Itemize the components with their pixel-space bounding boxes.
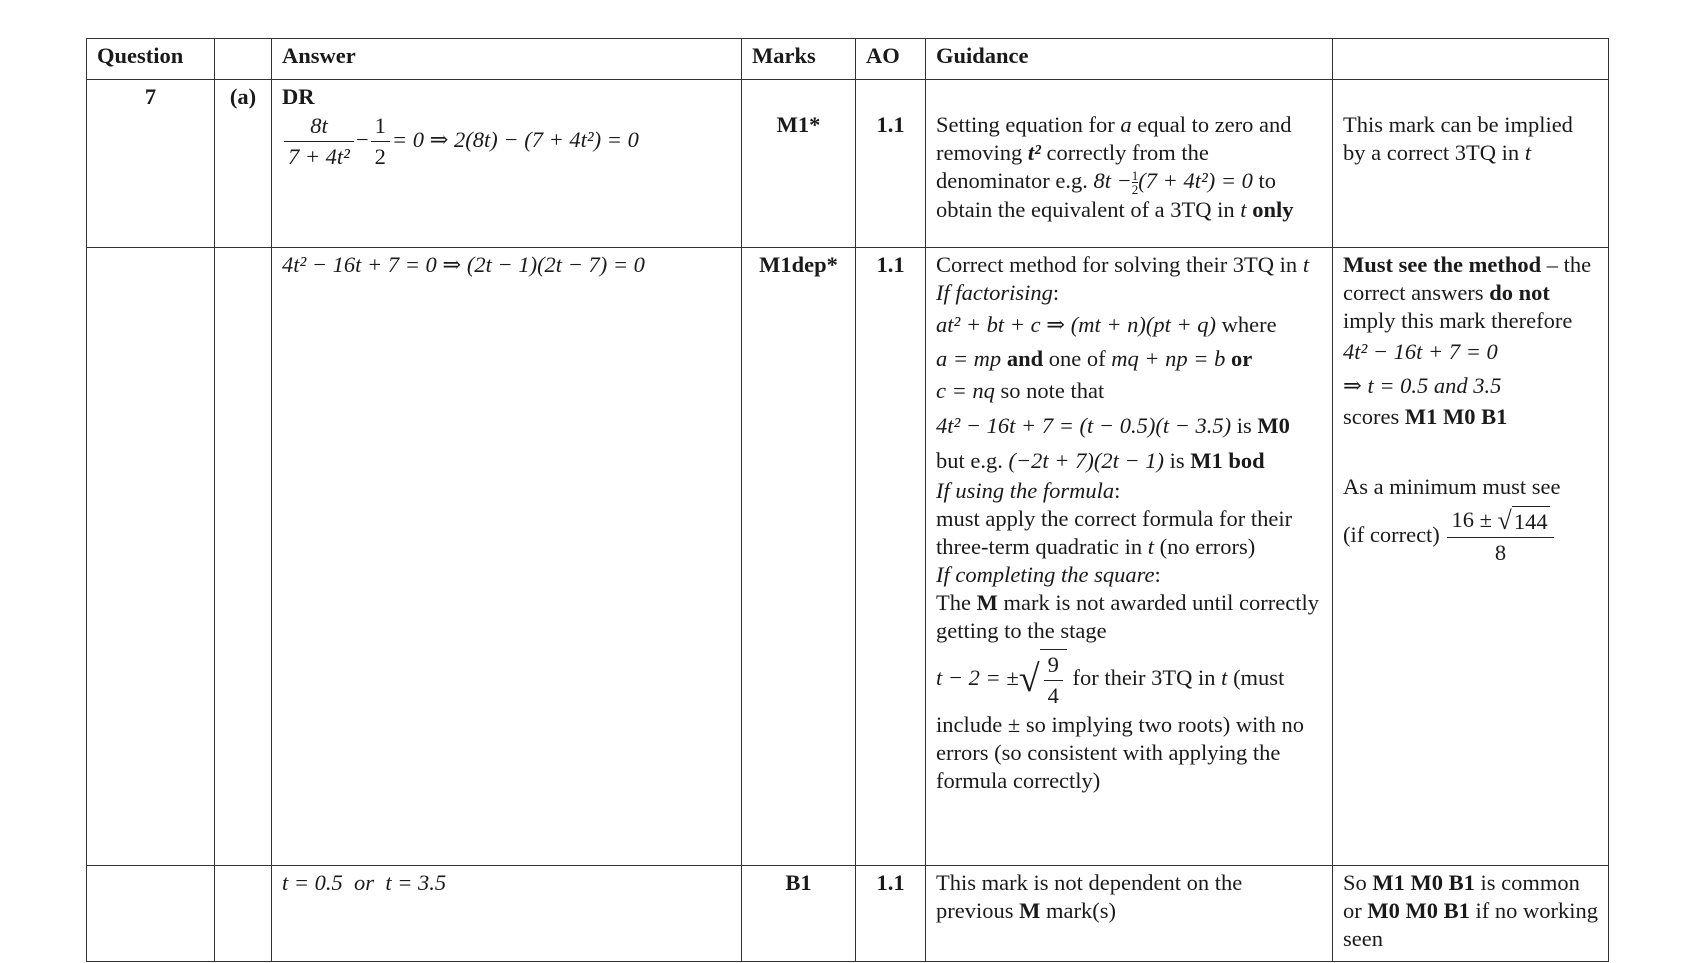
fraction-denominator: 7 + 4t² (288, 144, 350, 169)
question-part: (a) (215, 80, 272, 248)
square-root: √ $\frac{9}{4}$ (1019, 649, 1067, 711)
marks-cell (742, 80, 856, 248)
mark-code: M1* (776, 112, 821, 137)
minus-sign: − (355, 126, 369, 152)
question-number (87, 248, 215, 866)
answer-cell (272, 80, 742, 248)
mark-scheme-table (86, 38, 1609, 962)
guidance-cell (926, 80, 1333, 248)
fraction-denominator: 2 (374, 144, 386, 169)
extra-text: This mark can be implied by a correct 3TQ in t (1343, 112, 1573, 165)
fraction: 16 ± √ 144 8 (1447, 505, 1553, 568)
header-answer: Answer (272, 39, 742, 80)
table-row (87, 866, 1609, 962)
guidance-cell: This mark is not dependent on the previous M mark(s) (926, 866, 1333, 962)
equation-rhs: = 0 ⇒ 2(8t) − (7 + 4t²) = 0 (391, 126, 639, 152)
question-number: 7 (87, 80, 215, 248)
fraction-numerator: 1 (371, 111, 390, 142)
header-extra (1333, 39, 1609, 80)
extra-cell: So M1 M0 B1 is common or M0 M0 B1 if no working seen (1333, 866, 1609, 962)
question-number (87, 866, 215, 962)
question-part (215, 248, 272, 866)
header-ao: AO (856, 39, 926, 80)
extra-cell: Must see the method – the correct answers do not imply this mark therefore 4t² − 16t + 7 = 0 ⇒ t = 0.5 and 3.5 scores M1 M0 B1 As a minimum must see (if correct) 16 ± √ 144 8 (1333, 248, 1609, 866)
extra-cell (1333, 80, 1609, 248)
answer-cell (272, 248, 742, 866)
table-row (87, 80, 1609, 248)
dr-label: DR (282, 84, 315, 109)
guidance-square: If completing the square: (936, 562, 1161, 587)
header-guidance: Guidance (926, 39, 1333, 80)
marks-cell: M1dep* (742, 248, 856, 866)
guidance-cell: Correct method for solving their 3TQ in t If factorising: at² + bt + c ⇒ (mt + n)(pt + q) where a = mp and one of mq + np = b or c = nq so note that 4t² − 16t + 7 = (t − 0.5)(t − 3.5) is M0 but e.g. (−2t + 7)(2t − 1) is M1 bod If using the formula: must apply the correct formula for their three-term quadratic in t (no errors) If completing the square: The M mark is not awarded until correctly getting to the stage t − 2 = ± √ $\frac{9}{4}$ for their 3TQ in t (must include ± so implying two roots) with no errors (so consistent with applying the formula correctly) (926, 248, 1333, 866)
ao-value: 1.1 (876, 112, 905, 137)
fraction (371, 111, 390, 172)
header-question: Question (87, 39, 215, 80)
guidance-text: Setting equation for a equal to zero and removing t² correctly from the denominator e.g. 8t − $\frac{1}{2}$ (7 + 4t²) = 0 to obtain the equivalent of a 3TQ in t only (936, 112, 1294, 223)
guidance-intro: Correct method for solving their 3TQ in t (936, 252, 1310, 277)
header-part (215, 39, 272, 80)
guidance-factorising: If factorising: (936, 280, 1060, 305)
fraction-numerator: 8t (284, 111, 354, 142)
ao-cell: 1.1 (856, 866, 926, 962)
question-part (215, 866, 272, 962)
fraction (284, 111, 354, 172)
header-marks: Marks (742, 39, 856, 80)
answer-expression: 4t² − 16t + 7 = 0 ⇒ (2t − 1)(2t − 7) = 0 (282, 252, 645, 277)
header-row (87, 39, 1609, 80)
answer-cell (272, 866, 742, 962)
answer-expression: t = 0.5 or t = 3.5 (282, 870, 447, 895)
marks-cell: B1 (742, 866, 856, 962)
ao-cell (856, 80, 926, 248)
answer-expression (282, 113, 639, 169)
guidance-formula: If using the formula: (936, 478, 1121, 503)
table-row (87, 248, 1609, 866)
ao-cell: 1.1 (856, 248, 926, 866)
